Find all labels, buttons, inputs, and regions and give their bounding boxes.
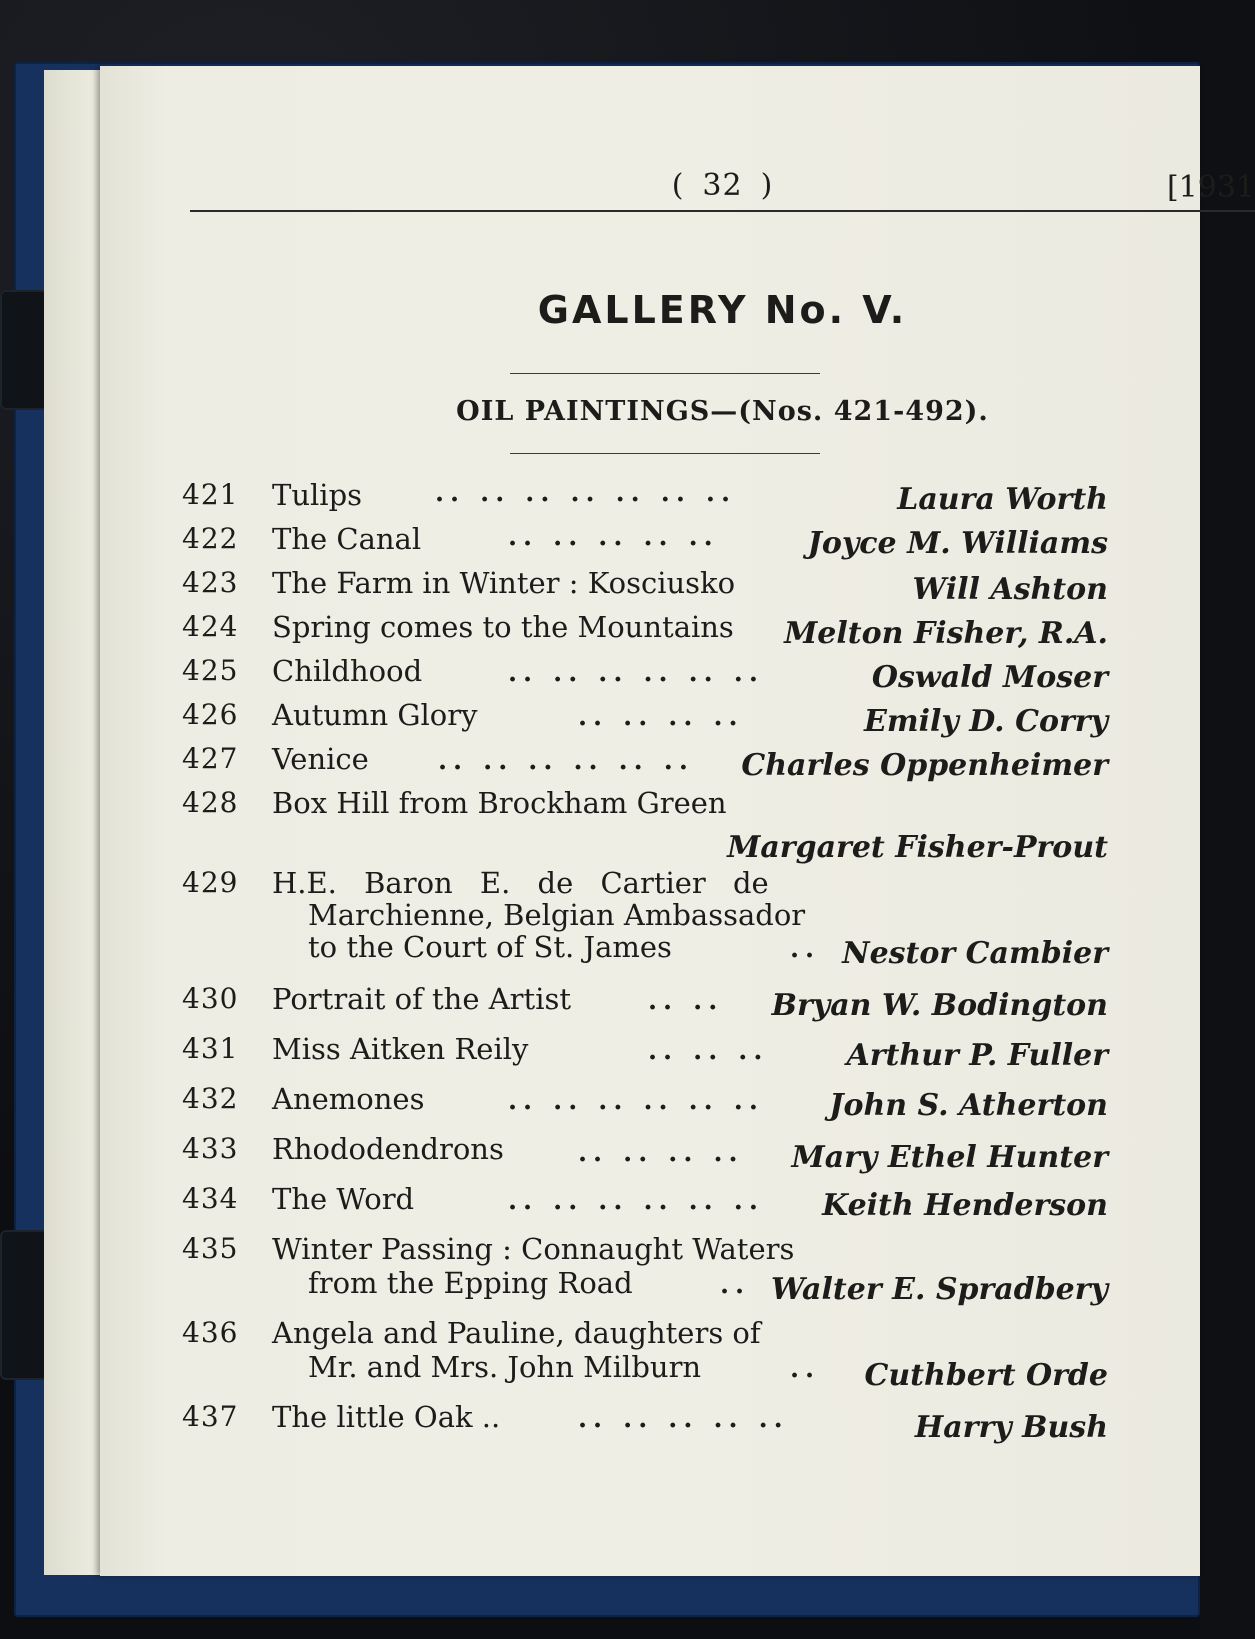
entry-number: 423 (182, 566, 239, 599)
entry-title: H.E. Baron E. de Cartier de (272, 866, 769, 900)
entries-list (100, 66, 1200, 1576)
entry-number: 437 (182, 1400, 239, 1433)
entry-title: Miss Aitken Reily (272, 1032, 529, 1066)
entry-artist: Charles Oppenheimer (741, 748, 1108, 783)
entry-artist: Will Ashton (912, 572, 1108, 607)
dot-leader: .. .. .. .. .. (508, 522, 719, 552)
open-paren: ( (671, 168, 685, 203)
entry-number: 428 (182, 786, 239, 819)
dot-leader: .. .. .. .. .. .. (508, 658, 764, 688)
entry-number: 425 (182, 654, 239, 687)
entry-number: 424 (182, 610, 239, 643)
dot-leader: .. (790, 1354, 821, 1384)
dot-leader: .. .. (648, 986, 724, 1016)
entry-artist: Harry Bush (914, 1410, 1108, 1445)
entry-title: Anemones (272, 1082, 425, 1116)
entry-number: 433 (182, 1132, 239, 1165)
entry-number: 430 (182, 982, 239, 1015)
entry-title-line-2: from the Epping Road (308, 1266, 633, 1300)
entry-title-line-2: Mr. and Mrs. John Milburn (308, 1350, 702, 1384)
entry-title: Childhood (272, 654, 423, 688)
entry-artist: Joyce M. Williams (807, 526, 1108, 561)
entry-number: 436 (182, 1316, 239, 1349)
dot-leader: .. .. .. .. (578, 702, 744, 732)
dot-leader: .. .. .. .. .. .. .. (435, 478, 737, 508)
entry-title: Portrait of the Artist (272, 982, 572, 1016)
entry-number: 431 (182, 1032, 239, 1065)
dot-leader: .. .. .. .. .. .. (508, 1186, 764, 1216)
entry-title: Tulips (272, 478, 363, 512)
entry-number: 432 (182, 1082, 239, 1115)
year-mark: [1931 (1166, 170, 1255, 205)
entry-artist: Mary Ethel Hunter (791, 1140, 1108, 1175)
entry-title: Autumn Glory (272, 698, 478, 732)
entry-artist: Arthur P. Fuller (846, 1038, 1108, 1073)
gallery-title: GALLERY No. V. (537, 288, 908, 332)
entry-title: Rhododendrons (272, 1132, 504, 1166)
entry-artist: Bryan W. Bodington (771, 988, 1108, 1023)
entry-number: 435 (182, 1232, 239, 1265)
dot-leader: .. .. .. .. .. .. (508, 1086, 764, 1116)
entry-title-line-3: to the Court of St. James (308, 930, 672, 964)
entry-artist: Keith Henderson (822, 1188, 1108, 1223)
entry-number: 426 (182, 698, 239, 731)
dot-leader: .. .. .. .. .. (578, 1404, 789, 1434)
entry-artist: Oswald Moser (871, 660, 1108, 695)
close-paren: ) (760, 168, 774, 203)
entry-artist: Walter E. Spradbery (770, 1272, 1108, 1307)
entry-artist: Nestor Cambier (842, 936, 1108, 971)
entry-title: Venice (272, 742, 369, 776)
dot-leader: .. (790, 934, 821, 964)
dot-leader: .. (720, 1270, 751, 1300)
entry-title: The Canal (272, 522, 422, 556)
entry-number: 427 (182, 742, 239, 775)
entry-title-line-2: Marchienne, Belgian Ambassador (308, 898, 806, 932)
entry-number: 429 (182, 866, 239, 899)
page-number-value: 32 (702, 168, 743, 203)
entry-artist: Melton Fisher, R.A. (784, 616, 1108, 651)
entry-title: Angela and Pauline, daughters of (272, 1316, 761, 1350)
entry-title: Box Hill from Brockham Green (272, 786, 727, 820)
entry-artist: Laura Worth (897, 482, 1108, 517)
entry-title: The little Oak .. (272, 1400, 501, 1434)
dot-leader: .. .. .. (648, 1036, 769, 1066)
catalogue-page (100, 66, 1255, 1576)
entry-artist: John S. Atherton (829, 1088, 1108, 1123)
entry-artist: Margaret Fisher-Prout (727, 830, 1108, 865)
entry-title: The Word (272, 1182, 415, 1216)
entry-title: Winter Passing : Connaught Waters (272, 1232, 795, 1266)
section-title: OIL PAINTINGS—(Nos. 421-492). (456, 396, 989, 427)
entry-number: 421 (182, 478, 239, 511)
dot-leader: .. .. .. .. .. .. (438, 746, 694, 776)
entry-artist: Cuthbert Orde (864, 1358, 1108, 1393)
entry-title: The Farm in Winter : Kosciusko (272, 566, 736, 600)
dot-leader: .. .. .. .. (578, 1138, 744, 1168)
entry-title: Spring comes to the Mountains (272, 610, 734, 644)
entry-artist: Emily D. Corry (863, 704, 1108, 739)
entry-number: 422 (182, 522, 239, 555)
entry-number: 434 (182, 1182, 239, 1215)
